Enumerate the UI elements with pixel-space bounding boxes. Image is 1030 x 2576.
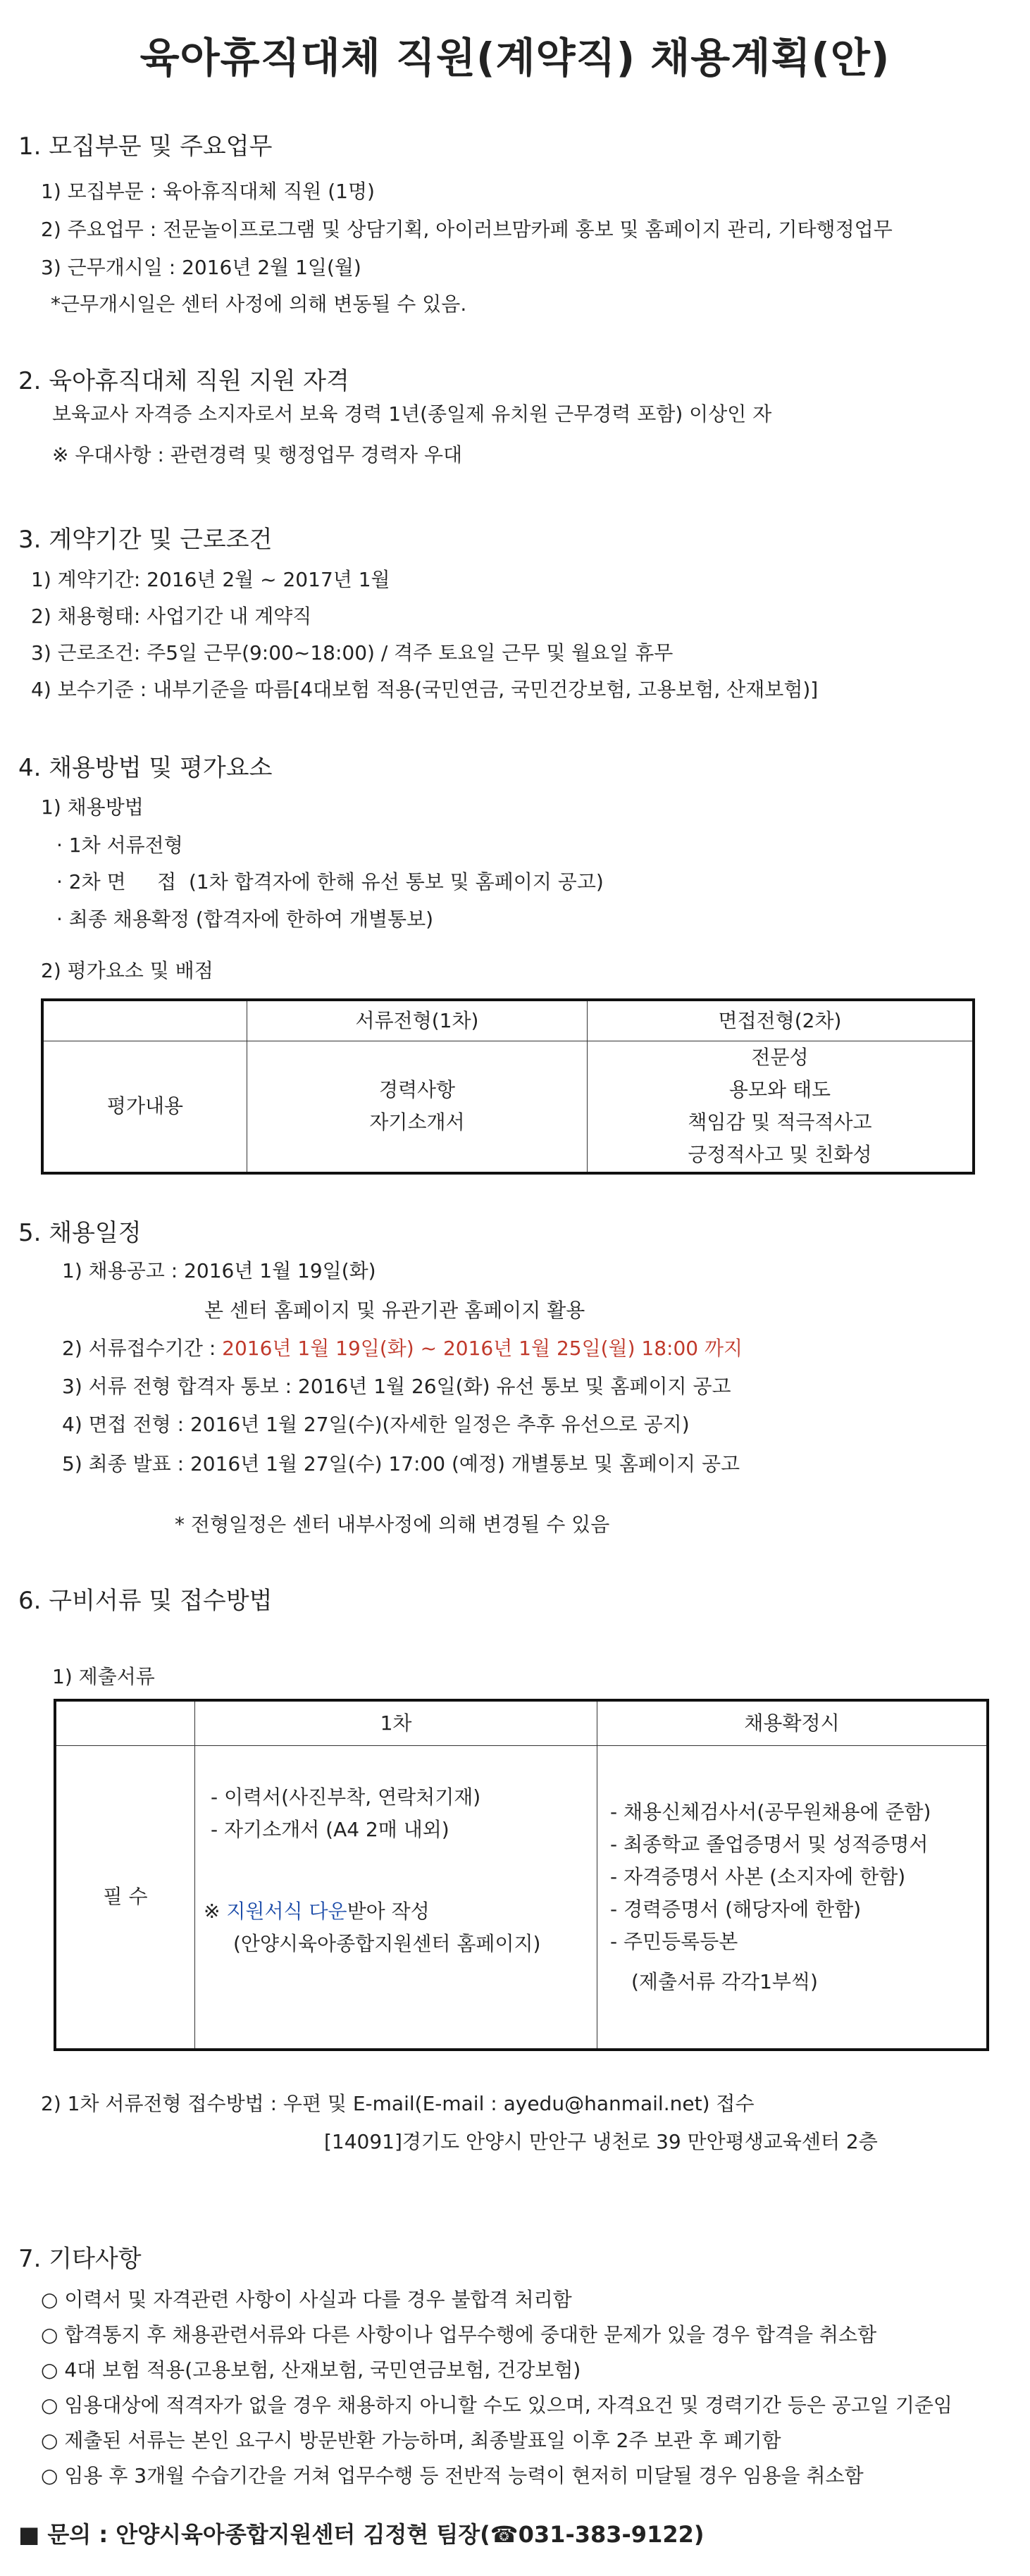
final-doc-item: - 주민등록등본 — [610, 1930, 738, 1954]
s6-address: [14091]경기도 안양시 만안구 냉천로 39 만안평생교육센터 2층 — [324, 2130, 878, 2153]
evaluation-doc-items — [247, 1041, 588, 1173]
doc-item: 자기소개서 — [369, 1110, 465, 1134]
contact-phone: 031-383-9122) — [518, 2521, 705, 2548]
s5-line-1: 1) 채용공고 : 2016년 1월 19일(화) — [62, 1259, 376, 1282]
s4-bullet-3: · 최종 채용확정 (합격자에 한하여 개별통보) — [56, 908, 434, 931]
s7-item: ○ 4대 보험 적용(고용보험, 산재보험, 국민연금보험, 건강보험) — [41, 2358, 581, 2382]
section-1-heading: 1. 모집부문 및 주요업무 — [18, 132, 273, 161]
first-doc-item: - 이력서(사진부착, 연락처기재) — [211, 1785, 481, 1809]
s1-line-1: 1) 모집부문 : 육아휴직대체 직원 (1명) — [41, 180, 375, 203]
section-2-heading: 2. 육아휴직대체 직원 지원 자격 — [18, 367, 349, 395]
interview-item: 용모와 태도 — [728, 1078, 831, 1102]
application-period: 2016년 1월 19일(화) ~ 2016년 1월 25일(월) 18:00 까지 — [222, 1337, 743, 1360]
first-doc-item: - 자기소개서 (A4 2매 내외) — [211, 1817, 449, 1841]
doc-item: 경력사항 — [378, 1078, 456, 1102]
section-4-heading: 4. 채용방법 및 평가요소 — [18, 754, 273, 782]
documents-row-label: 필 수 — [55, 1745, 195, 2050]
s1-line-3: 3) 근무개시일 : 2016년 2월 1일(월) — [41, 256, 361, 279]
final-doc-item: - 경력증명서 (해당자에 한함) — [610, 1897, 862, 1921]
final-doc-item: - 자격증명서 사본 (소지자에 한함) — [610, 1865, 906, 1889]
phone-icon: ☎ — [490, 2521, 519, 2548]
section-7-heading: 7. 기타사항 — [18, 2245, 142, 2273]
interview-item: 긍정적사고 및 친화성 — [688, 1143, 872, 1167]
s7-item: ○ 임용 후 3개월 수습기간을 거쳐 업무수행 등 전반적 능력이 현저히 미달될 경우 임용을 취소함 — [41, 2464, 864, 2487]
evaluation-col-interview: 면접전형(2차) — [588, 1000, 974, 1041]
s5-line-5: 5) 최종 발표 : 2016년 1월 27일(수) 17:00 (예정) 개별통보 및 홈페이지 공고 — [62, 1452, 740, 1475]
interview-item: 전문성 — [751, 1045, 809, 1069]
s2-line-2: ※ 우대사항 : 관련경력 및 행정업무 경력자 우대 — [52, 443, 463, 466]
final-doc-note: (제출서류 각각1부씩) — [631, 1969, 818, 1993]
s5-line-2-prefix: 2) 서류접수기간 : — [62, 1337, 223, 1360]
contact-text: 문의 : 안양시육아종합지원센터 김정현 팀장( — [47, 2521, 490, 2548]
s3-line-1: 1) 계약기간: 2016년 2월 ~ 2017년 1월 — [31, 568, 390, 591]
s3-line-4: 4) 보수기준 : 내부기준을 따름[4대보험 적용(국민연금, 국민건강보험, 고용보험, 산재보험)] — [31, 678, 819, 701]
download-form-link[interactable]: 지원서식 다운 — [226, 1899, 347, 1923]
s6-sub-1: 1) 제출서류 — [52, 1665, 155, 1688]
s4-bullet-1: · 1차 서류전형 — [56, 834, 183, 857]
download-note: ※ 지원서식 다운받아 작성 — [204, 1899, 430, 1923]
evaluation-table — [41, 998, 975, 1175]
s5-line-4: 4) 면접 전형 : 2016년 1월 27일(수)(자세한 일정은 추후 유선으로 공지) — [62, 1413, 690, 1436]
evaluation-col-documents: 서류전형(1차) — [247, 1000, 588, 1041]
s7-item: ○ 이력서 및 자격관련 사항이 사실과 다를 경우 불합격 처리함 — [41, 2288, 572, 2311]
s5-line-3: 3) 서류 전형 합격자 통보 : 2016년 1월 26일(화) 유선 통보 및 홈페이지 공고 — [62, 1375, 731, 1398]
documents-col-first: 1차 — [195, 1700, 597, 1745]
s7-item: ○ 합격통지 후 채용관련서류와 다른 사항이나 업무수행에 중대한 문제가 있을 경우 합격을 취소함 — [41, 2323, 877, 2346]
documents-col-final: 채용확정시 — [597, 1700, 988, 1745]
final-doc-item: - 최종학교 졸업증명서 및 성적증명서 — [610, 1832, 929, 1856]
interview-item: 책임감 및 적극적사고 — [688, 1110, 872, 1134]
s5-line-1b: 본 센터 홈페이지 및 유관기관 홈페이지 활용 — [204, 1299, 585, 1322]
s4-bullet-2: · 2차 면 접 (1차 합격자에 한해 유선 통보 및 홈페이지 공고) — [56, 870, 604, 893]
download-note-line-2: (안양시육아종합지원센터 홈페이지) — [233, 1932, 541, 1956]
documents-final-items — [597, 1745, 988, 2050]
s7-item: ○ 임용대상에 적격자가 없을 경우 채용하지 아니할 수도 있으며, 자격요건 및 경력기간 등은 공고일 기준임 — [41, 2394, 953, 2417]
s2-line-1: 보육교사 자격증 소지자로서 보육 경력 1년(종일제 유치원 근무경력 포함) 이상인 자 — [52, 402, 772, 426]
s3-line-2: 2) 채용형태: 사업기간 내 계약직 — [31, 605, 312, 628]
documents-table — [54, 1699, 989, 2051]
square-bullet-icon: ■ — [18, 2521, 40, 2548]
documents-first-items — [195, 1745, 597, 2050]
evaluation-table-corner — [42, 1000, 247, 1041]
page-title: 육아휴직대체 직원(계약직) 채용계획(안) — [139, 34, 891, 82]
s7-item: ○ 제출된 서류는 본인 요구시 방문반환 가능하며, 최종발표일 이후 2주 보관 후 폐기함 — [41, 2429, 781, 2452]
section-5-heading: 5. 채용일정 — [18, 1219, 142, 1247]
final-doc-item: - 채용신체검사서(공무원채용에 준함) — [610, 1800, 931, 1823]
section-3-heading: 3. 계약기간 및 근로조건 — [18, 526, 273, 554]
s3-line-3: 3) 근로조건: 주5일 근무(9:00~18:00) / 격주 토요일 근무 및 월요일 휴무 — [31, 641, 674, 664]
s5-note: * 전형일정은 센터 내부사정에 의해 변경될 수 있음 — [175, 1513, 610, 1536]
s6-sub-2: 2) 1차 서류전형 접수방법 : 우편 및 E-mail(E-mail : ayedu@hanmail.net) 접수 — [41, 2092, 755, 2115]
s1-note: *근무개시일은 센터 사정에 의해 변동될 수 있음. — [51, 292, 467, 316]
documents-table-corner — [55, 1700, 195, 1745]
contact-footer — [18, 2517, 704, 2549]
evaluation-row-label: 평가내용 — [42, 1041, 247, 1173]
s5-line-2 — [62, 1333, 743, 1361]
s4-sub-2: 2) 평가요소 및 배점 — [41, 959, 213, 982]
s1-line-2: 2) 주요업무 : 전문놀이프로그램 및 상담기획, 아이러브맘카페 홍보 및 홈페이지 관리, 기타행정업무 — [41, 218, 893, 241]
evaluation-interview-items — [588, 1041, 974, 1173]
section-6-heading: 6. 구비서류 및 접수방법 — [18, 1587, 273, 1615]
s4-sub-1: 1) 채용방법 — [41, 795, 144, 819]
